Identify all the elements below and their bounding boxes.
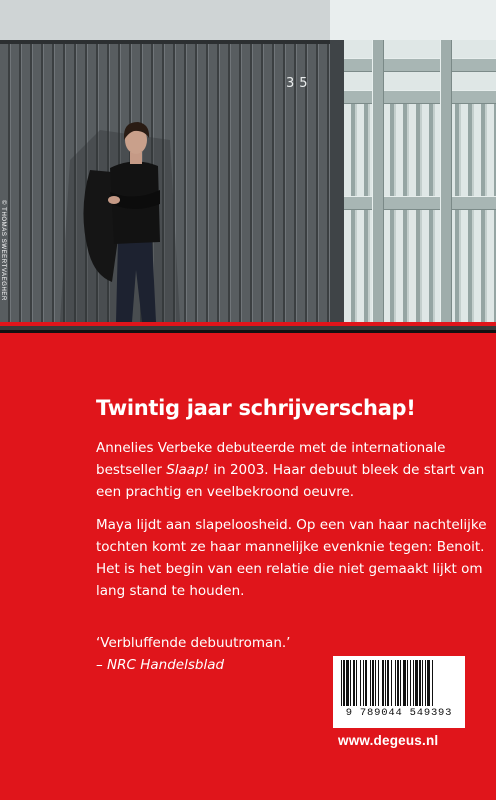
- barcode-bar: [356, 660, 357, 706]
- intro-paragraph: [96, 437, 484, 503]
- cover-photo: [0, 0, 496, 322]
- photo-gate-crossbar: [344, 90, 496, 104]
- intro-line: [96, 459, 484, 481]
- woman-figure: [60, 100, 190, 322]
- barcode-bar: [363, 660, 364, 706]
- barcode: [333, 656, 465, 728]
- synopsis-paragraph: [96, 514, 487, 602]
- barcode-bar: [341, 660, 342, 706]
- barcode-bar: [415, 660, 418, 706]
- headline: Twintig jaar schrijverschap!: [96, 396, 416, 420]
- stripe-divider-dark: [0, 330, 496, 333]
- barcode-bar: [432, 660, 433, 706]
- barcode-bar: [400, 660, 401, 706]
- synopsis-line: Maya lijdt aan slapeloosheid. Op een van haar nachtelijke: [96, 517, 487, 533]
- barcode-bar: [365, 660, 367, 706]
- barcode-bar: [395, 660, 396, 706]
- review-quote: [96, 632, 290, 676]
- barcode-bar: [410, 660, 411, 706]
- photo-shutter-top: [0, 40, 330, 44]
- barcode-bar: [375, 660, 376, 706]
- house-number: 35: [286, 76, 313, 91]
- book-title: Slaap!: [166, 462, 210, 478]
- isbn-number: 9 789044 549393: [345, 707, 453, 719]
- intro-line-prefix: bestseller: [96, 462, 167, 478]
- barcode-bar: [427, 660, 430, 706]
- barcode-bar: [407, 660, 408, 706]
- barcode-bar: [403, 660, 406, 706]
- synopsis-line: lang stand te houden.: [96, 583, 245, 599]
- barcode-bar: [353, 660, 355, 706]
- stripe-divider-dark: [0, 326, 496, 330]
- barcode-bar: [413, 660, 414, 706]
- barcode-bar: [397, 660, 399, 706]
- synopsis-line: tochten komt ze haar mannelijke evenknie tegen: Benoit.: [96, 539, 485, 555]
- quote-text: ‘Verbluffende debuutroman.’: [96, 635, 291, 651]
- barcode-bar: [370, 660, 371, 706]
- barcode-bar: [385, 660, 386, 706]
- quote-source: – NRC Handelsblad: [96, 657, 225, 673]
- photo-gate-post: [440, 40, 452, 322]
- barcode-bar: [387, 660, 389, 706]
- barcode-bar: [343, 660, 345, 706]
- barcode-bar: [382, 660, 384, 706]
- barcode-bar: [350, 660, 351, 706]
- photo-gate-crossbar: [344, 58, 496, 72]
- photo-gate-post: [372, 40, 384, 322]
- intro-line-suffix: in 2003. Haar debuut bleek de start van: [209, 462, 485, 478]
- barcode-bar: [360, 660, 361, 706]
- intro-line: een prachtig en veelbekroond oeuvre.: [96, 484, 355, 500]
- photo-door-frame: [330, 40, 344, 322]
- barcode-bar: [425, 660, 426, 706]
- intro-line: Annelies Verbeke debuteerde met de internationale: [96, 440, 446, 456]
- barcode-bar: [372, 660, 374, 706]
- photo-gate-bars: [344, 100, 496, 322]
- barcode-bar: [422, 660, 423, 706]
- synopsis-line: Het is het begin van een relatie die niet gemaakt lijkt om: [96, 561, 483, 577]
- barcode-bar: [419, 660, 421, 706]
- publisher-website: www.degeus.nl: [338, 733, 439, 748]
- barcode-bars: [341, 660, 457, 706]
- photo-gate-crossbar: [344, 196, 496, 210]
- barcode-bar: [378, 660, 379, 706]
- photo-beam: [330, 0, 496, 40]
- barcode-bar: [391, 660, 392, 706]
- barcode-bar: [346, 660, 349, 706]
- photo-credit: © THOMAS SWEERTVAEGHER: [0, 200, 6, 301]
